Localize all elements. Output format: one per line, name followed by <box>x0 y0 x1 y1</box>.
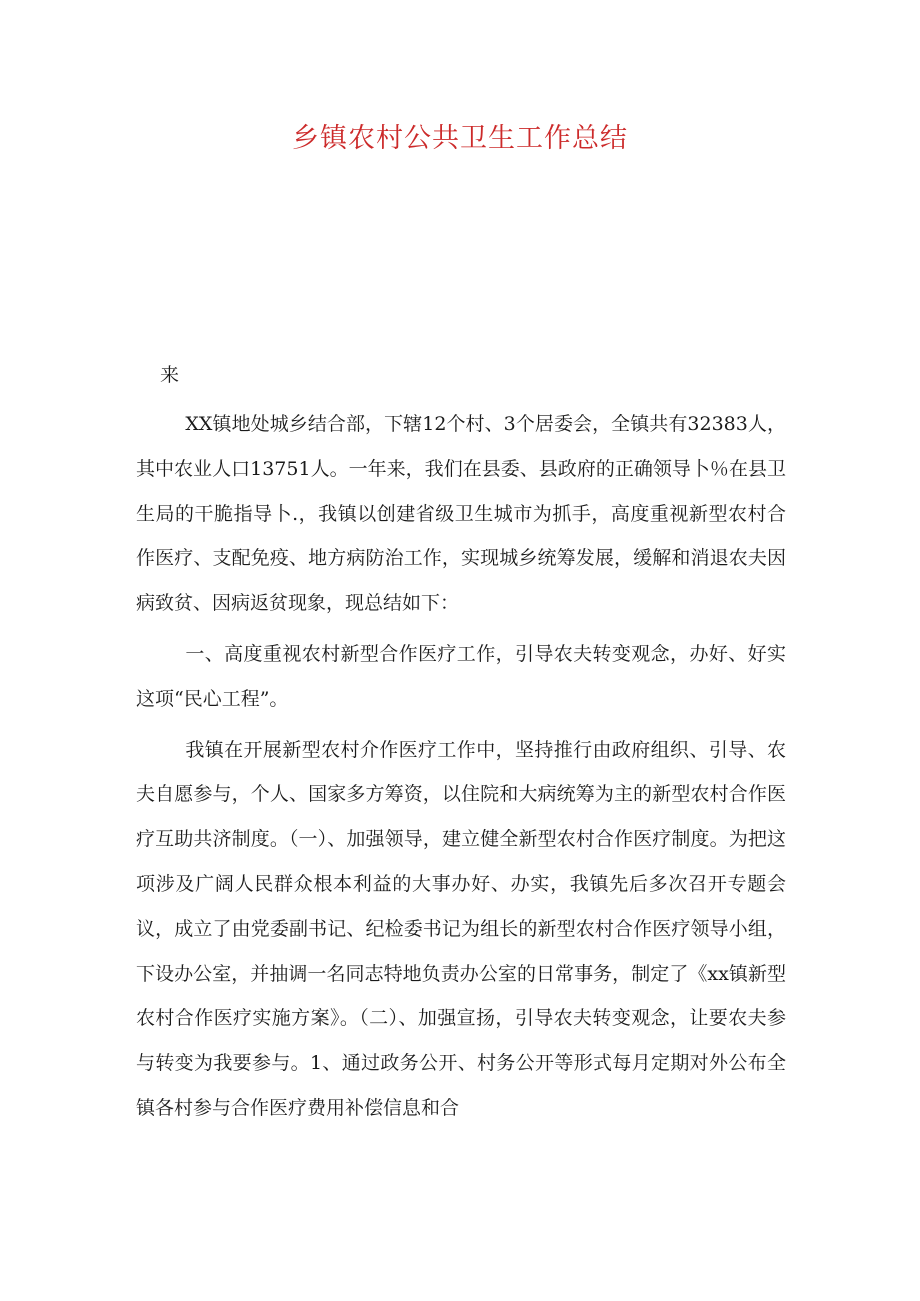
stray-character: 来 <box>160 364 180 386</box>
paragraph-section-body: 我镇在开展新型农村介作医疗工作中，坚持推行由政府组织、引导、农夫自愿参与，个人、国家多方筹资，以住院和大病统筹为主的新型农村合作医疗互助共济制度。（一）、加强领导，建立健全新型农村合作医疗制度。为把这项涉及广阔人民群众根本利益的大事办好、办实，我镇先后多次召开专题会议，成立了由党委副书记、纪检委书记为组长的新型农村合作医疗领导小组，下设办公室，并抽调一名同志特地负责办公室的日常事务，制定了《xx镇新型农村合作医疗实施方案》。（二）、加强宣扬，引导农夫转变观念，让要农夫参与转变为我要参与。1、通过政务公开、村务公开等形式每月定期对外公布全镇各村参与合作医疗费用补偿信息和合 <box>136 738 786 1119</box>
document-title: 乡镇农村公共卫生工作总结 <box>292 123 628 154</box>
document-body <box>136 402 786 1131</box>
paragraph-section-heading: 一、高度重视农村新型合作医疗工作，引导农夫转变观念，办好、好实这项“民心工程”。 <box>136 642 786 710</box>
paragraph-intro: XX镇地处城乡结合部，下辖12个村、3个居委会，全镇共有32383人，其中农业人口13751人。一年来，我们在县委、县政府的正确领导卜％在县卫生局的干脆指导卜.，我镇以创建省级卫生城市为抓手，高度重视新型农村合作医疗、支配免疫、地方病防治工作，实现城乡统筹发展，缓解和消退农夫因病致贫、因病返贫现象，现总结如下： <box>136 413 786 615</box>
